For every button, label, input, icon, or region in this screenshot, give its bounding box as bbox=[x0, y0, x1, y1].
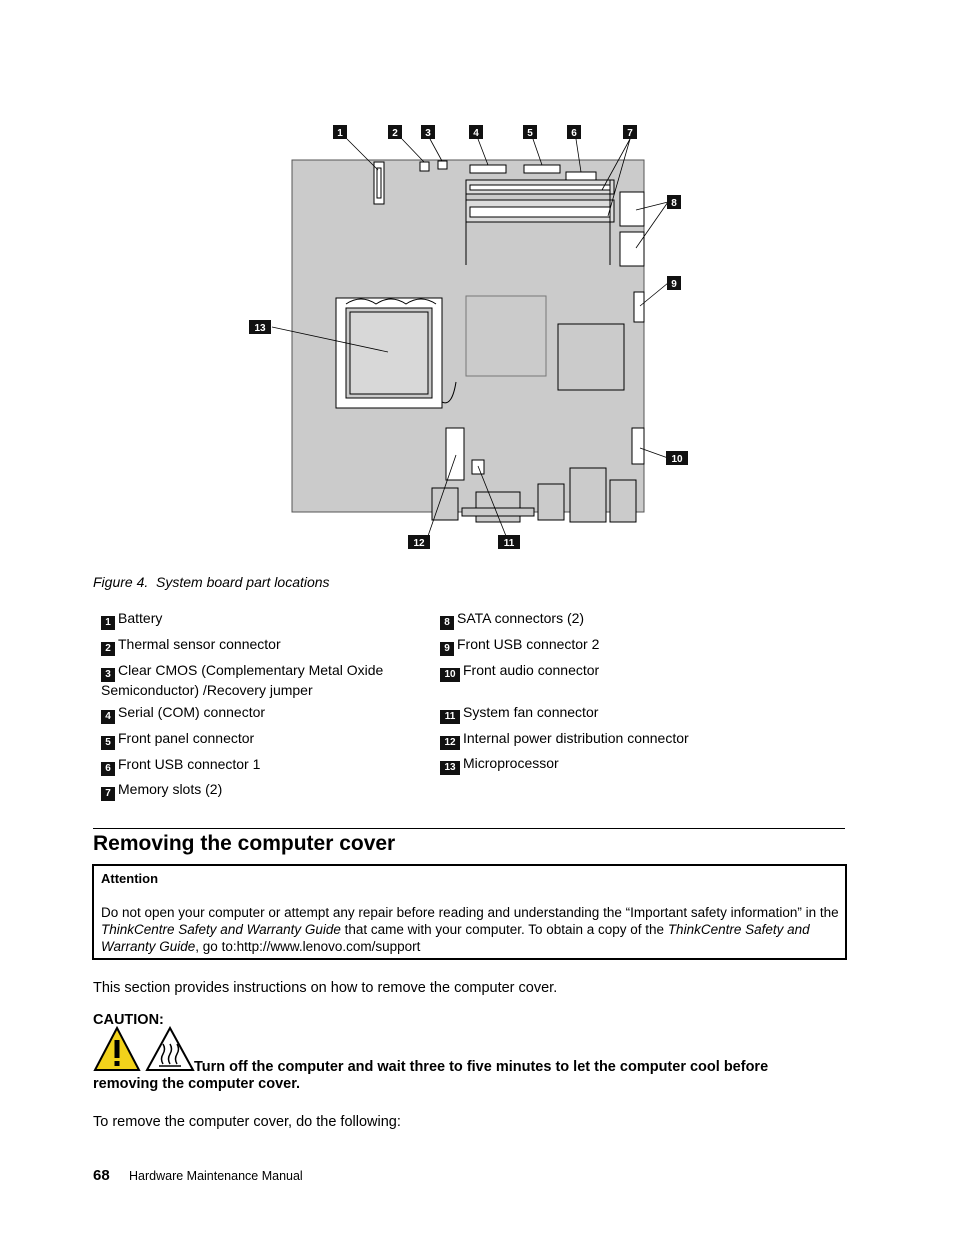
attention-box bbox=[92, 864, 847, 960]
callout-7 bbox=[623, 125, 637, 139]
legend-item: 1 Battery bbox=[101, 610, 411, 630]
svg-text:12: 12 bbox=[413, 538, 425, 549]
sata-connector-2 bbox=[620, 232, 644, 266]
callout-4 bbox=[469, 125, 483, 139]
section-divider bbox=[93, 828, 845, 829]
svg-text:4: 4 bbox=[473, 128, 479, 139]
callout-13 bbox=[249, 320, 271, 334]
intro-paragraph: This section provides instructions on how to remove the computer cover. bbox=[93, 980, 558, 996]
callout-12 bbox=[408, 535, 430, 549]
section-heading: Removing the computer cover bbox=[93, 832, 396, 855]
ethernet-port bbox=[570, 468, 606, 522]
attention-body: Do not open your computer or attempt any repair before reading and understanding the “Important safety information” in the ThinkCentre Safety and Warranty Guide that came with your computer. To obtain a copy of the ThinkCentre Safety and Warranty Guide, go to:http://www.lenovo.com/support bbox=[101, 905, 839, 954]
legend-item: 10 Front audio connector bbox=[440, 662, 770, 682]
legend-item: 11 System fan connector bbox=[440, 704, 770, 724]
legend-item: 6 Front USB connector 1 bbox=[101, 756, 411, 776]
system-board-figure bbox=[0, 0, 954, 570]
internal-power-connector bbox=[446, 428, 464, 480]
attention-title: Attention bbox=[101, 871, 159, 886]
legend-item: 9 Front USB connector 2 bbox=[440, 636, 770, 656]
svg-text:9: 9 bbox=[671, 279, 677, 290]
callout-1 bbox=[333, 125, 347, 139]
steps-intro: To remove the computer cover, do the following: bbox=[93, 1114, 401, 1130]
svg-text:5: 5 bbox=[527, 128, 533, 139]
legend-item: 4 Serial (COM) connector bbox=[101, 704, 411, 724]
callout-3 bbox=[421, 125, 435, 139]
svg-text:1: 1 bbox=[337, 128, 343, 139]
svg-text:8: 8 bbox=[671, 198, 677, 209]
callout-8 bbox=[667, 195, 681, 209]
front-usb-connector-2 bbox=[634, 292, 644, 322]
callout-11 bbox=[498, 535, 520, 549]
clear-cmos-jumper bbox=[438, 161, 447, 169]
rear-power-jack bbox=[432, 488, 458, 520]
callout-10 bbox=[666, 451, 688, 465]
vga-port bbox=[476, 492, 520, 522]
svg-text:11: 11 bbox=[503, 538, 515, 549]
controller-chip bbox=[558, 324, 624, 390]
callout-9 bbox=[667, 276, 681, 290]
legend-item: 7 Memory slots (2) bbox=[101, 781, 411, 801]
usb-ports bbox=[538, 484, 564, 520]
svg-text:13: 13 bbox=[254, 323, 266, 334]
callout-6 bbox=[567, 125, 581, 139]
legend-item: 3 Clear CMOS (Complementary Metal Oxide Semiconductor) /Recovery jumper bbox=[101, 662, 384, 698]
front-audio-connector bbox=[632, 428, 644, 464]
svg-text:3: 3 bbox=[425, 128, 431, 139]
legend-item: 5 Front panel connector bbox=[101, 730, 411, 750]
svg-text:10: 10 bbox=[671, 454, 683, 465]
svg-text:7: 7 bbox=[627, 128, 633, 139]
legend-item: 2 Thermal sensor connector bbox=[101, 636, 411, 656]
footer-title: Hardware Maintenance Manual bbox=[129, 1169, 303, 1183]
figure-caption bbox=[93, 574, 330, 590]
legend-item: 12 Internal power distribution connector bbox=[440, 730, 770, 750]
caution-label: CAUTION: bbox=[93, 1012, 164, 1028]
callout-2 bbox=[388, 125, 402, 139]
front-panel-connector bbox=[524, 165, 560, 173]
front-usb-connector-1 bbox=[566, 172, 596, 180]
serial-connector bbox=[470, 165, 506, 173]
legend-item: 8 SATA connectors (2) bbox=[440, 610, 770, 630]
chipset bbox=[466, 296, 546, 376]
svg-text:6: 6 bbox=[571, 128, 577, 139]
caution-text: Turn off the computer and wait three to five minutes to let the computer cool before removing the computer cover. bbox=[93, 1059, 769, 1092]
legend-item: 13 Microprocessor bbox=[440, 755, 770, 775]
figure-caption-text: System board part locations bbox=[156, 574, 330, 590]
figure-caption-prefix: Figure 4. bbox=[93, 574, 149, 590]
callout-5 bbox=[523, 125, 537, 139]
svg-text:2: 2 bbox=[392, 128, 398, 139]
thermal-sensor-connector bbox=[420, 162, 429, 171]
page-number: 68 bbox=[93, 1167, 110, 1184]
audio-ports bbox=[610, 480, 636, 522]
